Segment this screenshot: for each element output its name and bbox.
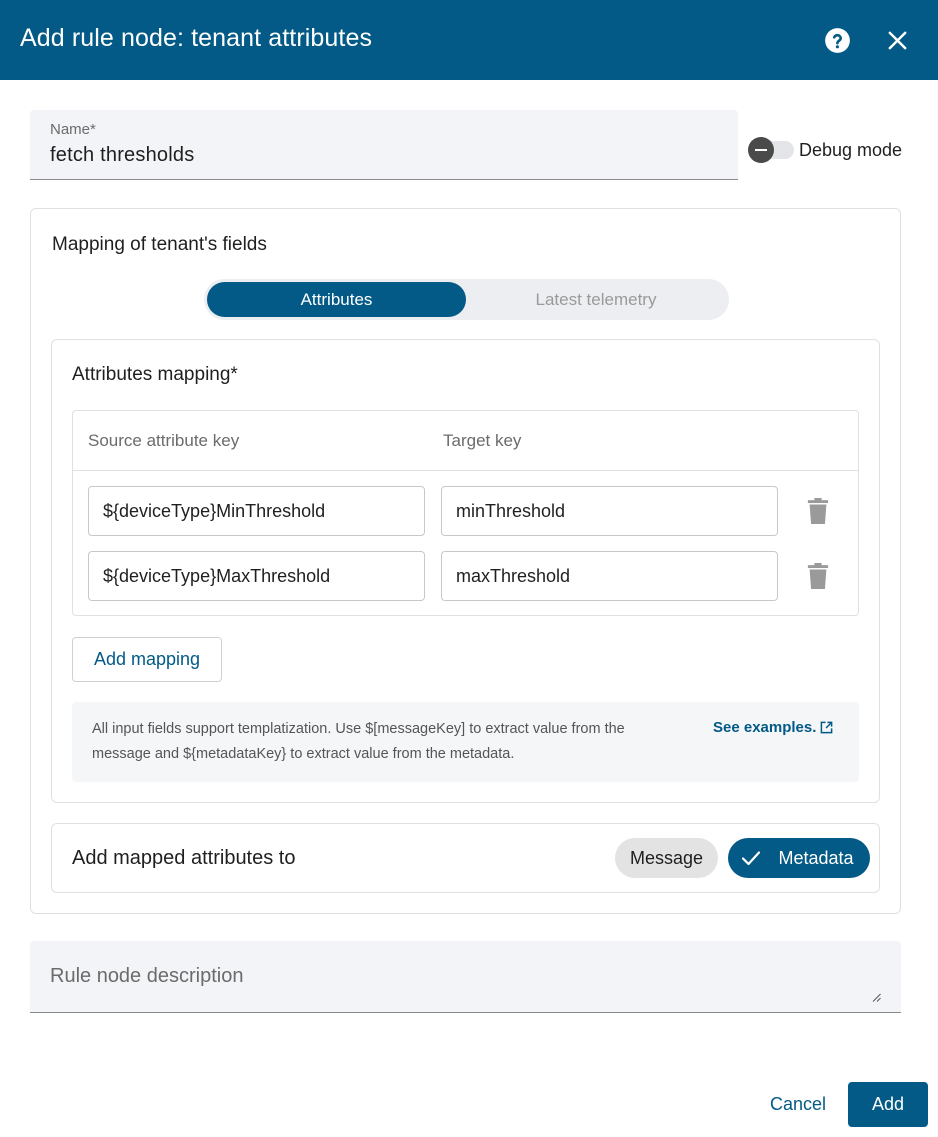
mapping-table	[72, 410, 859, 616]
delete-icon[interactable]	[807, 563, 829, 589]
mapping-type-toggle[interactable]	[204, 279, 729, 320]
resize-handle-icon[interactable]	[872, 993, 881, 1002]
column-header-target: Target key	[443, 431, 522, 450]
add-mapped-attributes-to	[51, 823, 880, 893]
description-placeholder: Rule node description	[50, 965, 244, 987]
source-key-input[interactable]	[88, 551, 425, 601]
help-icon[interactable]	[824, 27, 851, 54]
metadata-chip[interactable]	[728, 838, 870, 878]
rule-node-description-field[interactable]	[30, 941, 901, 1013]
cancel-button[interactable]: Cancel	[769, 1094, 827, 1114]
attributes-mapping-title: Attributes mapping*	[72, 364, 238, 385]
name-input[interactable]	[50, 144, 710, 167]
toggle-latest-telemetry[interactable]: Latest telemetry	[535, 290, 657, 309]
templatization-hint	[72, 702, 859, 782]
column-header-source: Source attribute key	[88, 431, 240, 450]
see-examples-link[interactable]	[713, 719, 833, 736]
name-field-label: Name*	[50, 121, 96, 138]
debug-mode-label: Debug mode	[799, 140, 903, 160]
see-examples-label[interactable]: See examples.	[713, 719, 817, 736]
target-key-input[interactable]	[441, 551, 778, 601]
attributes-mapping-card	[51, 339, 880, 803]
add-mapped-attributes-label: Add mapped attributes to	[72, 847, 296, 869]
delete-icon[interactable]	[807, 498, 829, 524]
add-button[interactable]: Add	[848, 1082, 928, 1127]
add-mapping-button[interactable]: Add mapping	[72, 637, 222, 682]
check-icon	[741, 849, 761, 867]
dialog-title: Add rule node: tenant attributes	[20, 24, 373, 52]
target-key-input[interactable]	[441, 486, 778, 536]
metadata-chip-label[interactable]: Metadata	[778, 848, 854, 868]
source-key-input[interactable]	[88, 486, 425, 536]
external-link-icon[interactable]	[820, 721, 833, 734]
message-chip[interactable]: Message	[615, 838, 718, 878]
hint-text: All input fields support templatization. Use $[messageKey] to extract value from the message and ${metadataKey} to extract value from the metadata.	[92, 721, 625, 762]
dialog-header	[0, 0, 938, 80]
debug-toggle-thumb[interactable]	[748, 137, 774, 163]
table-header-divider	[73, 470, 858, 471]
close-icon[interactable]	[886, 29, 909, 52]
mapping-section-title: Mapping of tenant's fields	[52, 234, 267, 255]
name-field[interactable]	[30, 110, 738, 180]
mapping-section	[30, 208, 901, 914]
toggle-attributes[interactable]: Attributes	[207, 282, 466, 317]
